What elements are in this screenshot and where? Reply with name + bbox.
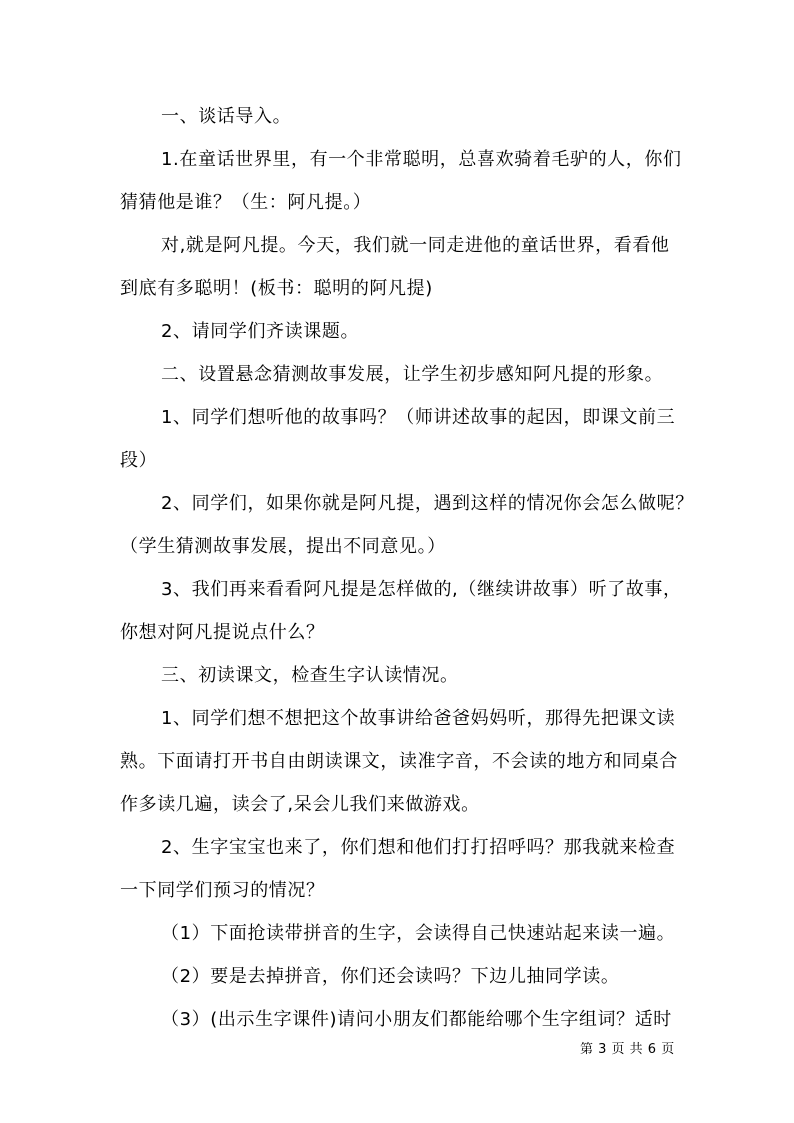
paragraph-line: 1.在童话世界里，有一个非常聪明，总喜欢骑着毛驴的人，你们 [161, 149, 682, 170]
paragraph-line: 段） [120, 450, 158, 471]
list-item: （1）下面抢读带拼音的生字，会读得自己快速站起来读一遍。 [161, 923, 676, 944]
paragraph-line: 到底有多聪明！(板书：聪明的阿凡提) [120, 278, 433, 299]
paragraph-line: 作多读几遍，读会了,呆会儿我们来做游戏。 [120, 794, 480, 815]
paragraph-line: 猜猜他是谁？（生：阿凡提。） [120, 192, 372, 213]
section-heading-2: 二、设置悬念猜测故事发展，让学生初步感知阿凡提的形象。 [161, 364, 664, 385]
list-item: （2）要是去掉拼音，你们还会读吗？下边儿抽同学读。 [161, 966, 620, 987]
section-heading-3: 三、初读课文，检查生字认读情况。 [161, 665, 459, 686]
paragraph-line: 对,就是阿凡提。今天，我们就一同走进他的童话世界，看看他 [161, 235, 670, 256]
section-heading-1: 一、谈话导入。 [161, 106, 292, 127]
page-number-footer: 第 3 页 共 6 页 [580, 1042, 675, 1057]
list-item: （3）(出示生字课件)请问小朋友们都能给哪个生字组词？适时 [161, 1009, 672, 1030]
paragraph-line: （学生猜测故事发展，提出不同意见。） [120, 536, 446, 557]
paragraph-line: 2、请同学们齐读课题。 [161, 321, 360, 342]
paragraph-line: 3、我们再来看看阿凡提是怎样做的,（继续讲故事）听了故事， [161, 579, 682, 600]
paragraph-line: 熟。下面请打开书自由朗读课文，读准字音，不会读的地方和同桌合 [120, 751, 678, 772]
paragraph-line: 1、同学们想不想把这个故事讲给爸爸妈妈听，那得先把课文读 [161, 708, 676, 729]
paragraph-line: 一下同学们预习的情况？ [120, 880, 325, 901]
paragraph-line: 2、同学们，如果你就是阿凡提，遇到这样的情况你会怎么做呢？ [161, 493, 694, 514]
paragraph-line: 你想对阿凡提说点什么？ [120, 622, 325, 643]
paragraph-line: 2、生字宝宝也来了，你们想和他们打打招呼吗？那我就来检查 [161, 837, 676, 858]
paragraph-line: 1、同学们想听他的故事吗？（师讲述故事的起因，即课文前三 [161, 407, 676, 428]
